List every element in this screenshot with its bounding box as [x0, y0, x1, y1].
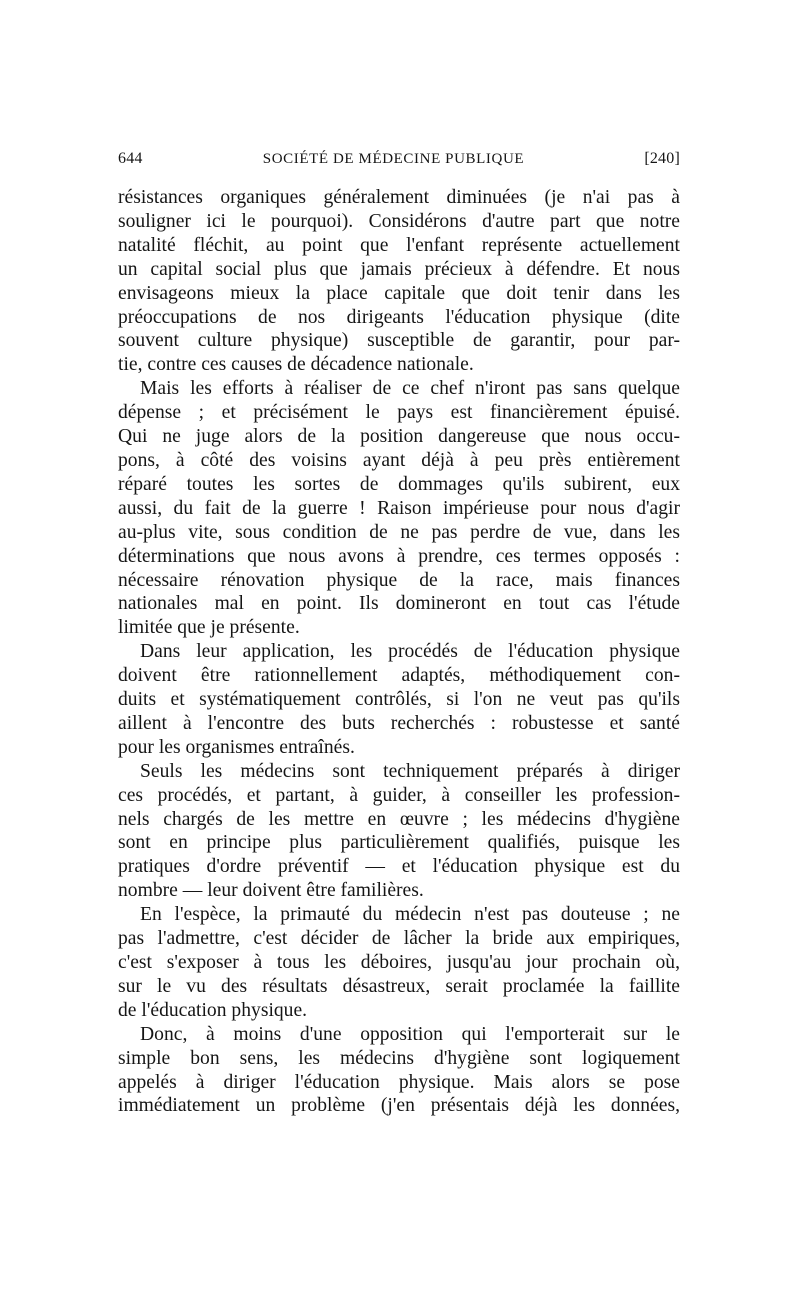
text-line: aussi, du fait de la guerre ! Raison impérieuse pour nous d'agir [118, 497, 680, 519]
text-line: Qui ne juge alors de la position dangereuse que nous occu- [118, 426, 680, 448]
text-line: immédiatement un problème (j'en présentais déjà les données, [118, 1095, 680, 1117]
book-page [118, 150, 680, 1118]
text-line: Dans leur application, les procédés de l'éducation physique [140, 641, 680, 663]
text-line: duits et systématiquement contrôlés, si l'on ne veut pas qu'ils [118, 689, 680, 711]
text-line: ces procédés, et partant, à guider, à conseiller les profession- [118, 784, 680, 806]
text-line: pons, à côté des voisins ayant déjà à peu près entièrement [118, 449, 680, 471]
text-line: envisageons mieux la place capitale que doit tenir dans les [118, 282, 680, 304]
text-line: Donc, à moins d'une opposition qui l'emporterait sur le [140, 1023, 680, 1045]
text-line: préoccupations de nos dirigeants l'éducation physique (dite [118, 306, 680, 328]
text-line: nels chargés de les mettre en œuvre ; les médecins d'hygiène [118, 808, 680, 830]
page-number: 644 [118, 150, 143, 167]
page-reference: [240] [644, 150, 680, 167]
text-line: nombre — leur doivent être familières. [118, 880, 424, 902]
text-line: c'est s'exposer à tous les déboires, jusqu'au jour prochain où, [118, 952, 680, 973]
text-line: limitée que je présente. [118, 617, 300, 639]
text-line: doivent être rationnellement adaptés, méthodiquement con- [118, 665, 680, 687]
text-line: résistances organiques généralement diminuées (je n'ai pas à [118, 187, 680, 208]
text-line: nécessaire rénovation physique de la race, mais finances [118, 569, 680, 591]
text-line: Mais les efforts à réaliser de ce chef n'iront pas sans quelque [140, 378, 680, 400]
text-line: nationales mal en point. Ils domineront en tout cas l'étude [118, 593, 680, 615]
text-line: natalité fléchit, au point que l'enfant représente actuellement [118, 234, 680, 256]
running-title: SOCIÉTÉ DE MÉDECINE PUBLIQUE [262, 151, 525, 167]
text-line: simple bon sens, les médecins d'hygiène sont logiquement [118, 1047, 680, 1069]
text-line: aillent à l'encontre des buts recherchés : robustesse et santé [118, 712, 680, 734]
text-line: un capital social plus que jamais précieux à défendre. Et nous [118, 258, 680, 280]
body-text [118, 186, 680, 1118]
text-line: tie, contre ces causes de décadence nationale. [118, 354, 474, 376]
text-line: Seuls les médecins sont techniquement préparés à diriger [140, 760, 680, 782]
text-line: de l'éducation physique. [118, 999, 308, 1021]
text-line: souvent culture physique) susceptible de garantir, pour par- [118, 330, 680, 352]
text-line: au-plus vite, sous condition de ne pas perdre de vue, dans les [118, 521, 680, 543]
text-line: déterminations que nous avons à prendre, ces termes opposés : [118, 545, 680, 567]
text-line: pour les organismes entraînés. [118, 736, 355, 758]
text-line: sont en principe plus particulièrement qualifiés, puisque les [118, 832, 680, 854]
text-line: pratiques d'ordre préventif — et l'éducation physique est du [118, 856, 680, 878]
text-line: pas l'admettre, c'est décider de lâcher la bride aux empiriques, [118, 928, 680, 950]
text-line: appelés à diriger l'éducation physique. Mais alors se pose [118, 1071, 680, 1093]
text-line: En l'espèce, la primauté du médecin n'est pas douteuse ; ne [140, 904, 680, 926]
text-line: souligner ici le pourquoi). Considérons d'autre part que notre [118, 210, 680, 232]
text-line: dépense ; et précisément le pays est financièrement épuisé. [118, 402, 680, 424]
running-head [118, 150, 680, 180]
text-line: réparé toutes les sortes de dommages qu'ils subirent, eux [118, 473, 680, 495]
text-line: sur le vu des résultats désastreux, serait proclamée la faillite [118, 975, 680, 997]
